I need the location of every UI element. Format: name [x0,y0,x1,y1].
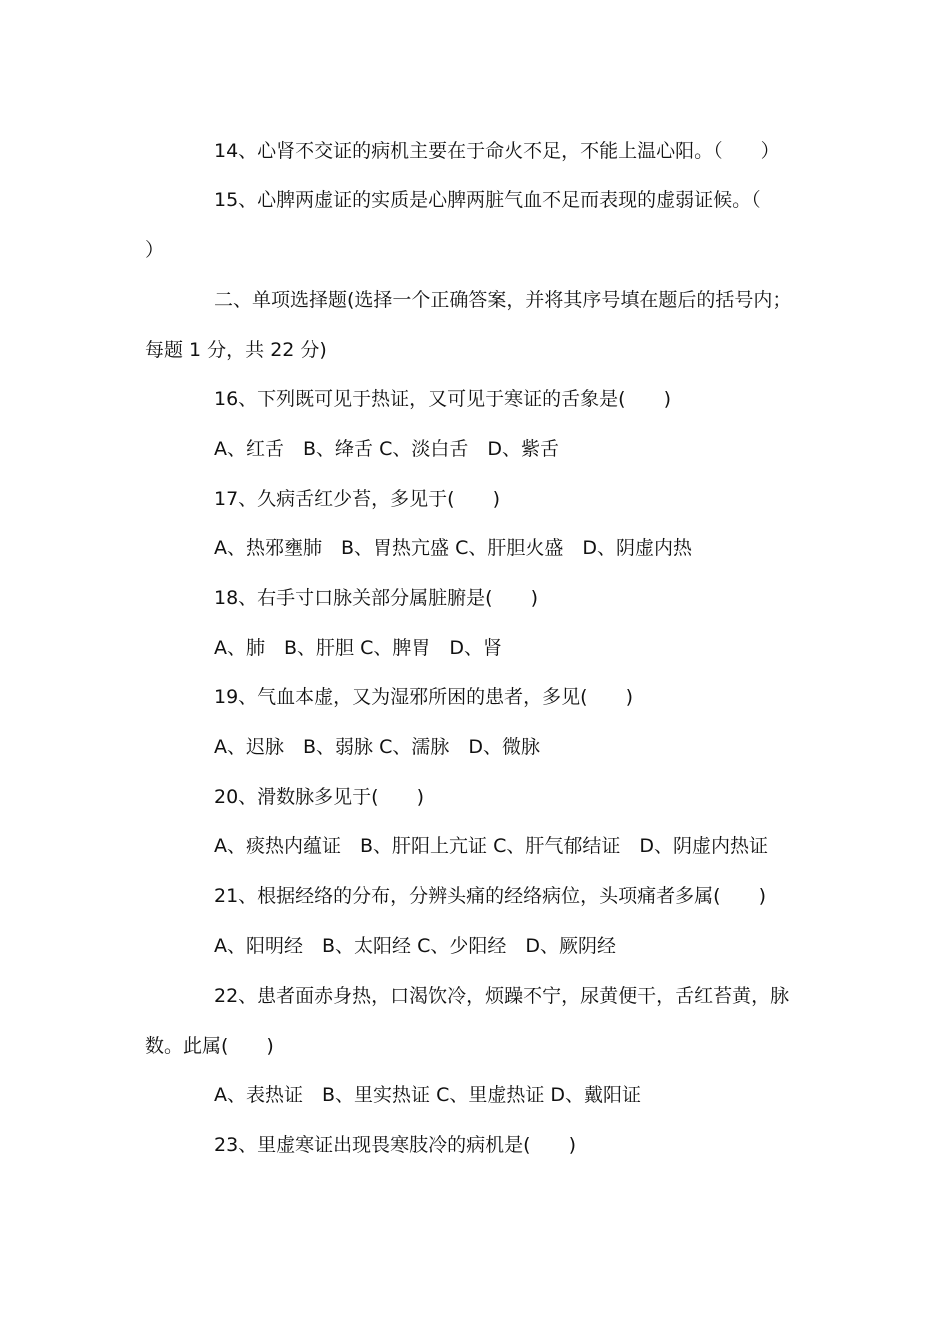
section-heading-continued: 每题 1 分，共 22 分) [145,339,327,361]
section-heading: 二、单项选择题(选择一个正确答案，并将其序号填在题后的括号内； [214,289,792,311]
question-21: 21、根据经络的分布，分辨头痛的经络病位，头项痛者多属( ) [214,885,767,907]
question-18-options: A、肺 B、肝胆 C、脾胃 D、肾 [214,637,502,659]
question-22: 22、患者面赤身热，口渴饮冷，烦躁不宁，尿黄便干，舌红苔黄，脉 [214,985,790,1007]
question-18: 18、右手寸口脉关部分属脏腑是( ) [214,587,539,609]
question-22-continued: 数。此属( ) [145,1035,274,1057]
question-20: 20、滑数脉多见于( ) [214,786,425,808]
question-16-options: A、红舌 B、绛舌 C、淡白舌 D、紫舌 [214,438,559,460]
question-15-continued: ） [145,239,165,261]
question-15: 15、心脾两虚证的实质是心脾两脏气血不足而表现的虚弱证候。（ [214,189,761,211]
question-17: 17、久病舌红少苔，多见于( ) [214,488,501,510]
question-21-options: A、阳明经 B、太阳经 C、少阳经 D、厥阴经 [214,935,616,957]
question-19-options: A、迟脉 B、弱脉 C、濡脉 D、微脉 [214,736,540,758]
question-14: 14、心肾不交证的病机主要在于命火不足，不能上温心阳。（ ） [214,140,780,162]
question-20-options: A、痰热内蕴证 B、肝阳上亢证 C、肝气郁结证 D、阴虚内热证 [214,835,768,857]
question-17-options: A、热邪壅肺 B、胃热亢盛 C、肝胆火盛 D、阴虚内热 [214,537,692,559]
question-19: 19、气血本虚，又为湿邪所困的患者，多见( ) [214,686,634,708]
question-23: 23、里虚寒证出现畏寒肢冷的病机是( ) [214,1134,577,1156]
question-16: 16、下列既可见于热证，又可见于寒证的舌象是( ) [214,388,672,410]
question-22-options: A、表热证 B、里实热证 C、里虚热证 D、戴阳证 [214,1084,642,1106]
